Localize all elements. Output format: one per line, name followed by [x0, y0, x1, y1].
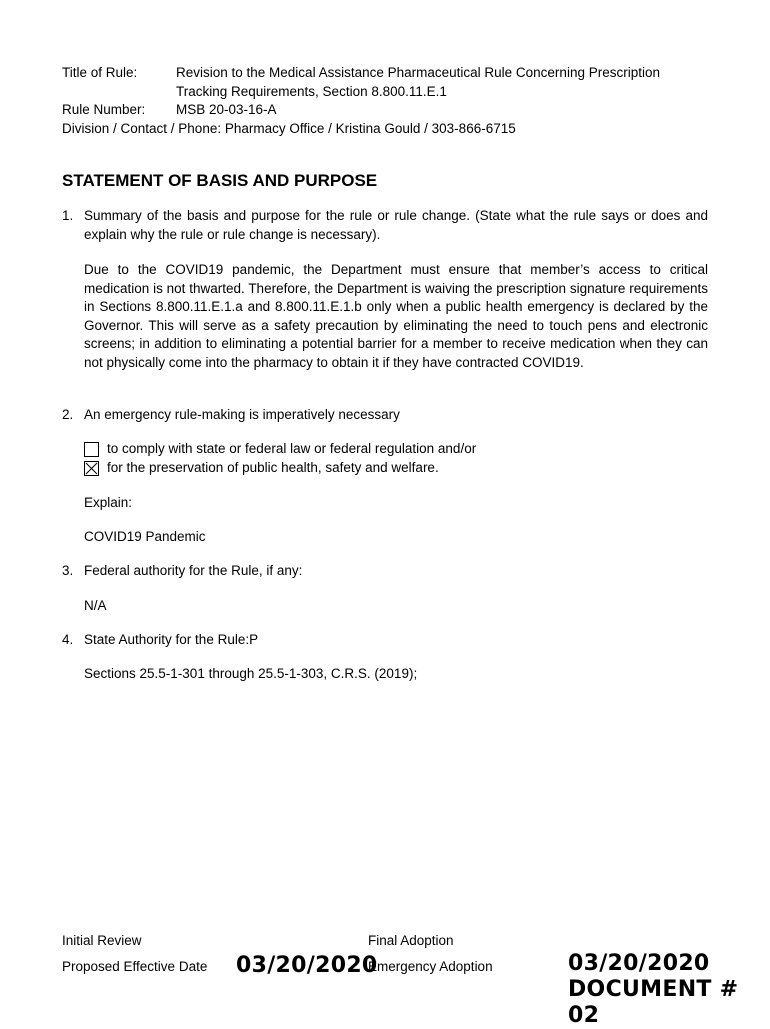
title-value-line2: Tracking Requirements, Section 8.800.11.E.1: [176, 83, 447, 99]
law-checkbox[interactable]: [84, 442, 99, 457]
document-number: DOCUMENT # 02: [568, 977, 739, 1028]
item-1-body: Due to the COVID19 pandemic, the Department must ensure that member’s access to critical medication is not thwarted. Therefore, the Department is waiving the prescription signature requirements in Sections 8.800.11.E.1.a and 8.800.11.E.1.b only when a public health emergency is declared by the Governor. This will serve as a safety precaution by eliminating the need to touch pens and electronic screens; in addition to eliminating a potential barrier for a member to receive medication when they can not physically come into the pharmacy to obtain it if they have contracted COVID19.: [84, 262, 708, 370]
item-number: 4.: [62, 632, 74, 647]
list-item-4: [62, 631, 708, 650]
rule-number-value: MSB 20-03-16-A: [176, 102, 277, 117]
proposed-effective-date: 03/20/2020: [236, 953, 378, 978]
public-health-checkbox[interactable]: [84, 461, 99, 476]
checkbox-label: for the preservation of public health, safety and welfare.: [107, 460, 439, 476]
explain-label: Explain:: [84, 495, 133, 510]
checkmark-x-icon: [85, 462, 98, 475]
emergency-adoption-date: 03/20/2020: [568, 951, 710, 976]
item-text: Federal authority for the Rule, if any:: [84, 563, 303, 578]
item-text: State Authority for the Rule:P: [84, 632, 259, 647]
checkbox-row-law[interactable]: [84, 440, 476, 459]
item-3-body: N/A: [84, 598, 107, 613]
contact-line: Division / Contact / Phone: Pharmacy Office / Kristina Gould / 303-866-6715: [62, 120, 516, 136]
item-number: 1.: [62, 208, 74, 223]
rule-number-label: Rule Number:: [62, 102, 146, 117]
list-item-3: [62, 562, 708, 581]
item-text: An emergency rule-making is imperatively necessary: [84, 407, 400, 422]
item-number: 2.: [62, 407, 74, 422]
explain-value: COVID19 Pandemic: [84, 529, 206, 544]
checkbox-label: to comply with state or federal law or federal regulation and/or: [107, 441, 477, 457]
checkbox-row-public-health[interactable]: [84, 459, 439, 478]
list-item-1: [62, 207, 708, 244]
title-value-line1: Revision to the Medical Assistance Pharmaceutical Rule Concerning Prescription: [176, 65, 660, 80]
initial-review-label: Initial Review: [62, 933, 142, 948]
rule-header: [62, 64, 722, 138]
item-4-body: Sections 25.5-1-301 through 25.5-1-303, C.R.S. (2019);: [84, 666, 418, 681]
list-item-2: [62, 406, 708, 425]
section-heading: STATEMENT OF BASIS AND PURPOSE: [62, 171, 378, 190]
final-adoption-label: Final Adoption: [368, 933, 454, 948]
item-number: 3.: [62, 563, 74, 578]
item-text: Summary of the basis and purpose for the rule or rule change. (State what the rule says or does and explain why the rule or rule change is necessary).: [84, 208, 708, 242]
title-label: Title of Rule:: [62, 65, 138, 80]
proposed-effective-date-label: Proposed Effective Date: [62, 959, 208, 974]
emergency-adoption-label: Emergency Adoption: [368, 959, 493, 974]
